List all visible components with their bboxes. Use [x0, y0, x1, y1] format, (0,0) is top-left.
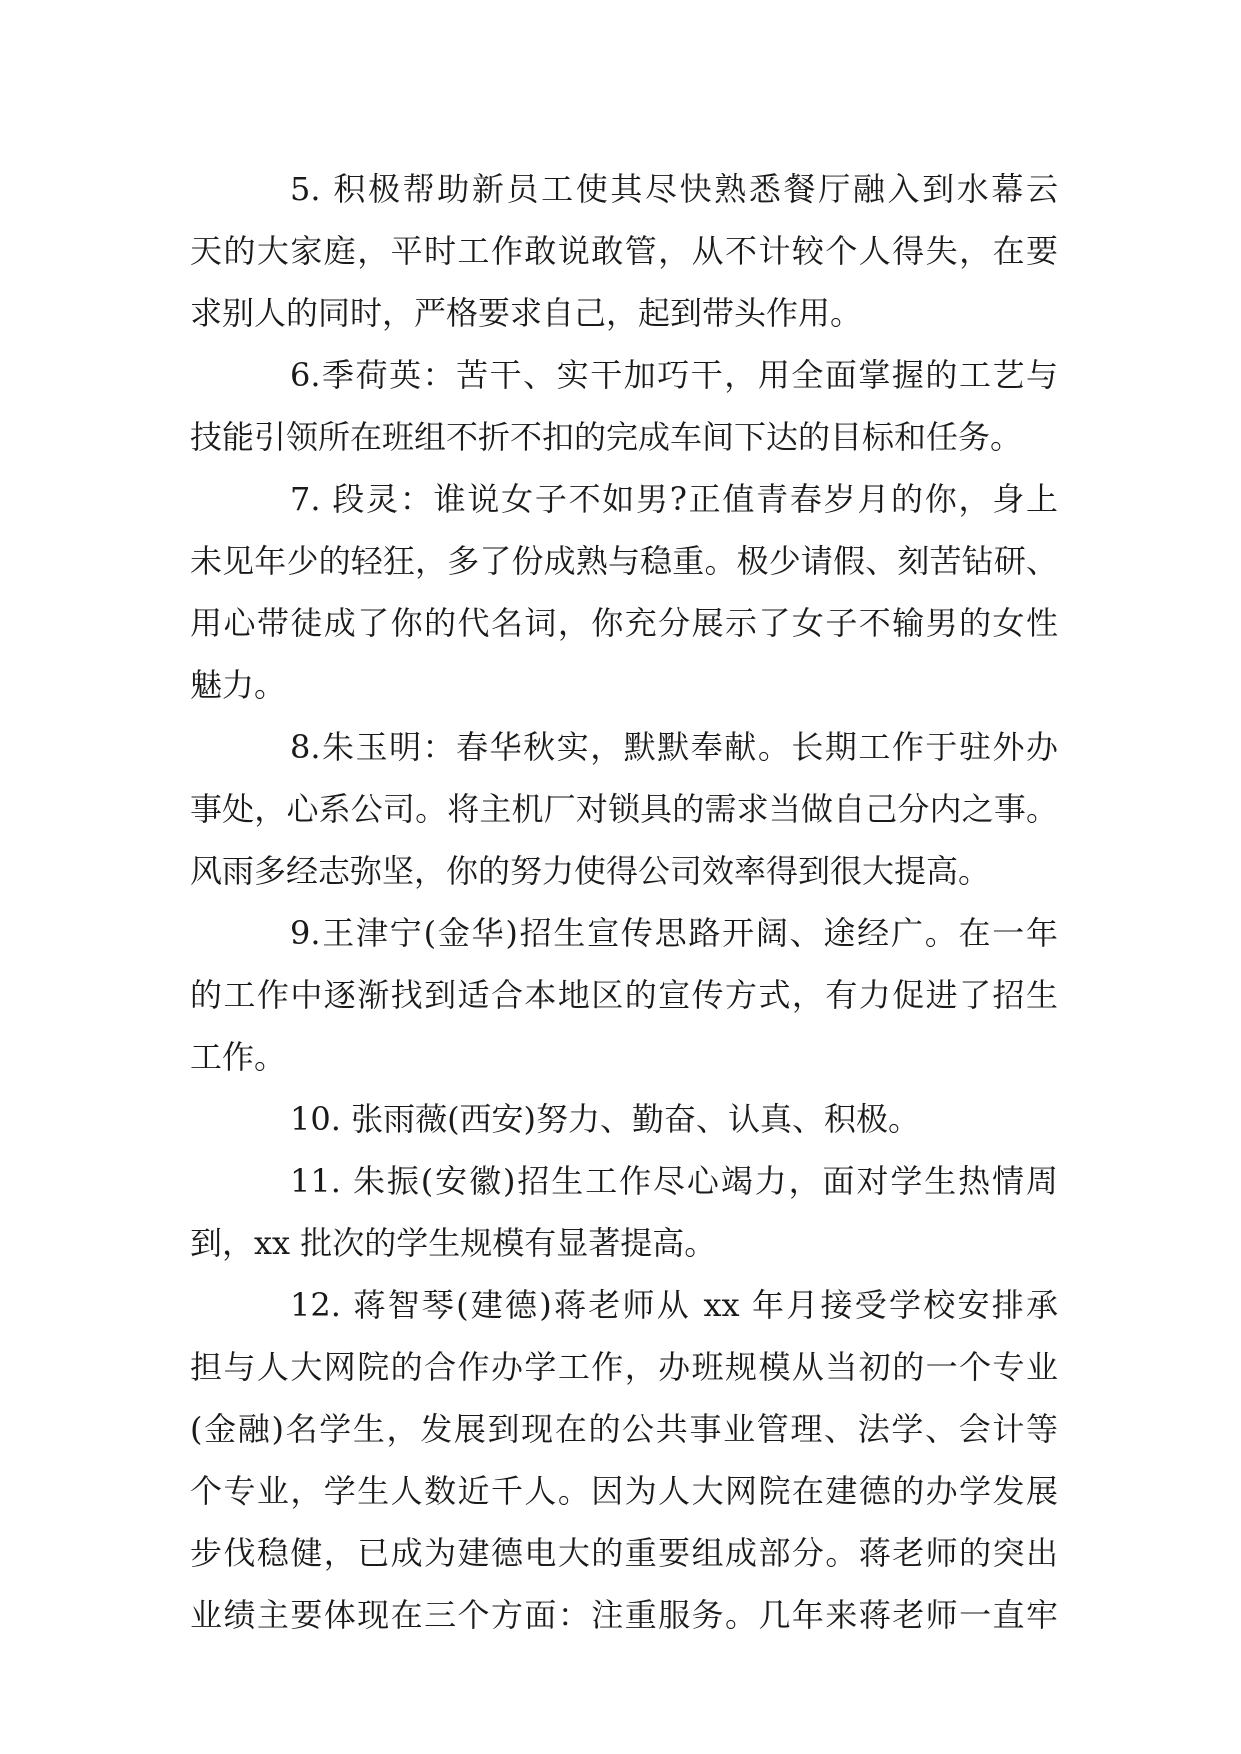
paragraph-line: 12. 蒋智琴(建德)蒋老师从 xx 年月接受学校安排承: [290, 1286, 1058, 1324]
paragraph-9: [190, 902, 1058, 1088]
paragraph-line: 8.朱玉明：春华秋实，默默奉献。长期工作于驻外办: [290, 728, 1058, 766]
paragraph-5: [190, 158, 1058, 344]
paragraph-line: 步伐稳健，已成为建德电大的重要组成部分。蒋老师的突出: [190, 1534, 1058, 1572]
paragraph-line: 求别人的同时，严格要求自己，起到带头作用。: [190, 294, 863, 332]
paragraph-6: [190, 344, 1058, 468]
paragraph-line: 9.王津宁(金华)招生宣传思路开阔、途经广。在一年: [290, 914, 1058, 952]
paragraph-line: 天的大家庭，平时工作敢说敢管，从不计较个人得失，在要: [190, 232, 1058, 270]
paragraph-11: [190, 1150, 1058, 1274]
paragraph-line: 魅力。: [190, 666, 287, 704]
paragraph-line: 技能引领所在班组不折不扣的完成车间下达的目标和任务。: [190, 418, 1023, 456]
paragraph-line: 用心带徒成了你的代名词，你充分展示了女子不输男的女性: [190, 604, 1058, 642]
paragraph-line: 个专业，学生人数近千人。因为人大网院在建德的办学发展: [190, 1472, 1058, 1510]
paragraph-line: 风雨多经志弥坚，你的努力使得公司效率得到很大提高。: [190, 852, 991, 890]
paragraph-line: 担与人大网院的合作办学工作，办班规模从当初的一个专业: [190, 1348, 1058, 1386]
paragraph-line: (金融)名学生，发展到现在的公共事业管理、法学、会计等: [190, 1410, 1058, 1448]
document-body: [190, 158, 1058, 1646]
paragraph-line: 5. 积极帮助新员工使其尽快熟悉餐厅融入到水幕云: [290, 170, 1058, 208]
paragraph-line: 业绩主要体现在三个方面：注重服务。几年来蒋老师一直牢: [190, 1596, 1058, 1634]
paragraph-line: 未见年少的轻狂，多了份成熟与稳重。极少请假、刻苦钻研、: [190, 542, 1058, 580]
paragraph-10: [190, 1088, 1058, 1150]
paragraph-line: 7. 段灵：谁说女子不如男?正值青春岁月的你，身上: [290, 480, 1058, 518]
paragraph-line: 6.季荷英：苦干、实干加巧干，用全面掌握的工艺与: [290, 356, 1058, 394]
paragraph-line: 工作。: [190, 1038, 287, 1076]
paragraph-line: 到，xx 批次的学生规模有显著提高。: [190, 1224, 717, 1262]
paragraph-12: [190, 1274, 1058, 1646]
paragraph-line: 的工作中逐渐找到适合本地区的宣传方式，有力促进了招生: [190, 976, 1058, 1014]
paragraph-8: [190, 716, 1058, 902]
paragraph-line: 10. 张雨薇(西安)努力、勤奋、认真、积极。: [290, 1100, 921, 1138]
paragraph-line: 事处，心系公司。将主机厂对锁具的需求当做自己分内之事。: [190, 790, 1058, 828]
paragraph-7: [190, 468, 1058, 716]
paragraph-line: 11. 朱振(安徽)招生工作尽心竭力，面对学生热情周: [290, 1162, 1058, 1200]
